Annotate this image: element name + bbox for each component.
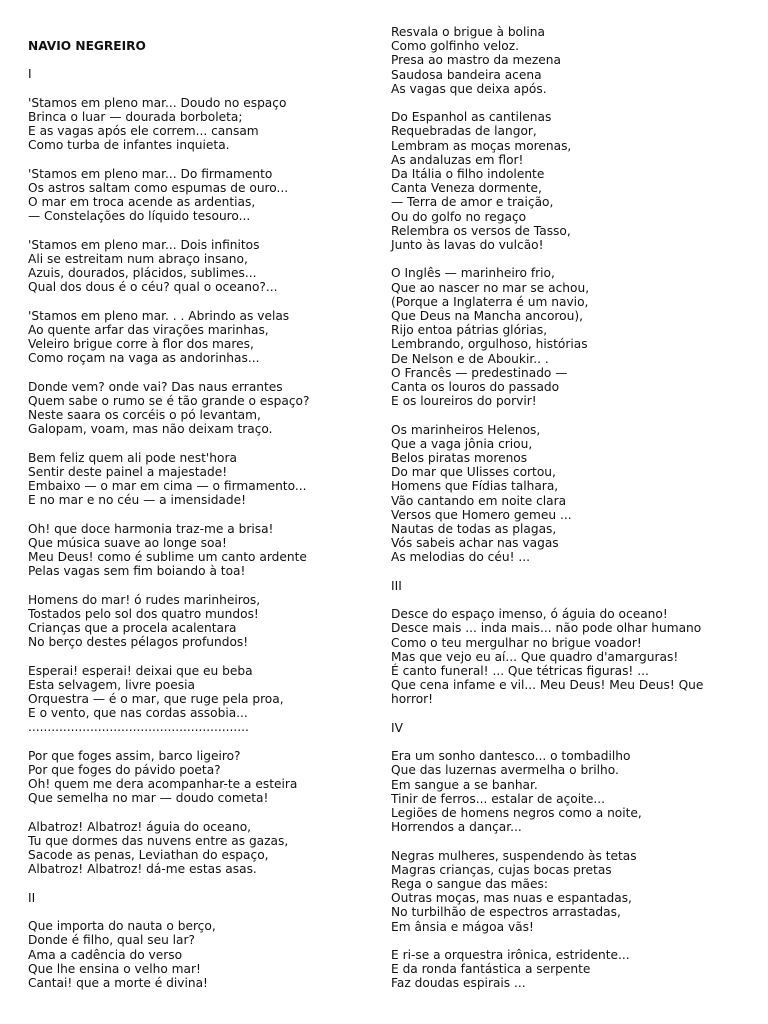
verse-line: 'Stamos em pleno mar... Dois infinitos	[28, 237, 260, 252]
section-numeral: III	[391, 578, 402, 593]
verse-line: Do Espanhol as cantilenas	[391, 110, 552, 125]
verse-line: Mas que vejo eu aí... Que quadro d'amarguras!	[391, 649, 679, 664]
verse-line: 'Stamos em pleno mar... Doudo no espaço	[28, 95, 287, 110]
verse-line: Donde é filho, qual seu lar?	[28, 933, 196, 948]
verse-line: Que Deus na Mancha ancorou),	[391, 309, 583, 324]
verse-line: Que música suave ao longe soa!	[28, 535, 227, 550]
verse-line: Legiões de homens negros como a noite,	[391, 806, 642, 821]
verse-line: Lembram as moças morenas,	[391, 138, 572, 153]
verse-line: Negras mulheres, suspendendo às tetas	[391, 848, 637, 863]
verse-line: Pelas vagas sem fim boiando à toa!	[28, 564, 246, 579]
stanza	[28, 380, 373, 437]
section-numeral: II	[28, 890, 36, 905]
verse-line: Resvala o brigue à bolina	[391, 25, 545, 39]
left-column-body	[28, 67, 373, 990]
verse-line: Por que foges do pávido poeta?	[28, 763, 221, 777]
verse-line: Lembrando, orgulhoso, histórias	[391, 337, 588, 352]
verse-line: Orquestra — é o mar, que ruge pela proa,	[28, 692, 284, 706]
verse-line: Desce do espaço imenso, ó águia do oceano!	[391, 607, 668, 622]
stanza	[391, 948, 741, 991]
verse-line: Canta Veneza dormente,	[391, 181, 542, 196]
verse-line: Que lhe ensina o velho mar!	[28, 961, 201, 976]
verse-line: Como golfinho veloz.	[391, 39, 520, 54]
stanza	[391, 607, 741, 706]
verse-line: Embaixo — o mar em cima — o firmamento...	[28, 479, 307, 493]
verse-line: Faz doudas espirais ...	[391, 976, 526, 991]
stanza	[28, 451, 373, 508]
verse-line: As melodias do céu! ...	[391, 550, 530, 565]
stanza	[391, 266, 741, 408]
verse-line: Magras crianças, cujas bocas pretas	[391, 862, 612, 877]
verse-line: É canto funeral! ... Que tétricas figuras! ...	[391, 664, 649, 679]
verse-line: Como turba de infantes inquieta.	[28, 138, 230, 153]
verse-line: Que das luzernas avermelha o brilho.	[391, 763, 619, 778]
verse-line: Vós sabeis achar nas vagas	[391, 536, 559, 551]
section-numeral: IV	[391, 720, 403, 735]
verse-line: Ali se estreitam num abraço insano,	[28, 251, 248, 266]
verse-line: Por que foges assim, barco ligeiro?	[28, 748, 241, 763]
stanza	[391, 423, 741, 565]
verse-line: Esperai! esperai! deixai que eu beba	[28, 663, 253, 678]
verse-line: Desce mais ... inda mais... não pode olhar humano	[391, 621, 702, 636]
verse-line: Neste saara os corcéis o pó levantam,	[28, 408, 261, 422]
verse-line: Oh! quem me dera acompanhar-te a esteira	[28, 777, 298, 792]
poem-title: NAVIO NEGREIRO	[28, 39, 146, 53]
verse-line: Que a vaga jônia criou,	[391, 436, 533, 451]
verse-line: Os marinheiros Helenos,	[391, 422, 541, 437]
verse-line: 'Stamos em pleno mar. . . Abrindo as velas	[28, 308, 290, 323]
verse-line: Presa ao mastro da mezena	[391, 53, 561, 68]
stanza	[391, 749, 741, 834]
verse-line: Tostados pelo sol dos quatro mundos!	[28, 606, 259, 621]
stanza	[391, 110, 741, 252]
verse-line: Que importa do nauta o berço,	[28, 919, 216, 934]
verse-line: E o vento, que nas cordas assobia...	[28, 706, 248, 721]
verse-line: Era um sonho dantesco... o tombadilho	[391, 749, 631, 764]
verse-line: Oh! que doce harmonia traz-me a brisa!	[28, 521, 274, 536]
verse-line: Azuis, dourados, plácidos, sublimes...	[28, 266, 257, 280]
verse-line: Homens do mar! ó rudes marinheiros,	[28, 592, 261, 607]
verse-line: Albatroz! Albatroz! dá-me estas asas.	[28, 862, 257, 877]
verse-line: Qual dos dous é o céu? qual o oceano?...	[28, 280, 278, 295]
verse-line: Outras moças, mas nuas e espantadas,	[391, 891, 632, 906]
verse-line: Canta os louros do passado	[391, 380, 560, 395]
verse-line: Vão cantando em noite clara	[391, 493, 567, 508]
verse-line: Ama a cadência do verso	[28, 947, 183, 962]
verse-line: Versos que Homero gemeu ...	[391, 507, 572, 522]
verse-line: Meu Deus! como é sublime um canto ardente	[28, 550, 307, 564]
verse-line: 'Stamos em pleno mar... Do firmamento	[28, 166, 273, 181]
verse-line: O Francês — predestinado —	[391, 365, 568, 380]
verse-line: Bem feliz quem ali pode nest'hora	[28, 450, 237, 465]
verse-line: Rega o sangue das mães:	[391, 877, 548, 892]
stanza	[28, 238, 373, 295]
verse-line: Requebradas de langor,	[391, 124, 537, 139]
verse-line: Como o teu mergulhar no brigue voador!	[391, 635, 642, 650]
verse-line: As vagas que deixa após.	[391, 81, 547, 96]
verse-line: Sentir deste painel a majestade!	[28, 464, 228, 479]
verse-line: Sacode as penas, Leviathan do espaço,	[28, 848, 269, 863]
left-column	[28, 25, 373, 1004]
stanza	[28, 522, 373, 579]
verse-line: Esta selvagem, livre poesia	[28, 677, 195, 692]
verse-line: O Inglês — marinheiro frio,	[391, 266, 555, 281]
stanza	[28, 820, 373, 877]
verse-line: As andaluzas em flor!	[391, 152, 524, 167]
verse-line: Junto às lavas do vulcão!	[391, 238, 544, 253]
verse-line: Como roçam na vaga as andorinhas...	[28, 351, 260, 366]
verse-line: Ao quente arfar das virações marinhas,	[28, 322, 269, 337]
verse-line: Donde vem? onde vai? Das naus errantes	[28, 379, 283, 394]
verse-line: E as vagas após ele correm... cansam	[28, 124, 259, 138]
verse-line: Veleiro brigue corre à flor dos mares,	[28, 337, 254, 351]
right-column	[391, 25, 741, 1005]
verse-line: Albatroz! Albatroz! águia do oceano,	[28, 819, 252, 834]
stanza	[28, 919, 373, 990]
verse-line: Em sangue a se banhar.	[391, 777, 538, 792]
section-numeral: I	[28, 67, 32, 82]
verse-line: Ou do golfo no regaço	[391, 209, 527, 224]
verse-line: (Porque a Inglaterra é um navio,	[391, 294, 589, 309]
verse-line: Homens que Fídias talhara,	[391, 479, 559, 494]
stanza	[28, 167, 373, 224]
verse-line: Tinir de ferros... estalar de açoite...	[391, 791, 606, 806]
verse-line: E os loureiros do porvir!	[391, 394, 537, 409]
verse-line: Horrendos a dançar...	[391, 820, 522, 835]
stanza	[28, 749, 373, 806]
stanza	[28, 309, 373, 366]
verse-line: Que ao nascer no mar se achou,	[391, 280, 590, 295]
verse-line: Que cena infame e vil... Meu Deus! Meu Deus! Que	[391, 678, 704, 693]
verse-line: No turbilhão de espectros arrastadas,	[391, 905, 621, 920]
verse-line: horror!	[391, 692, 434, 707]
verse-line: Belos piratas morenos	[391, 451, 528, 466]
verse-line: Da Itália o filho indolente	[391, 167, 545, 182]
verse-line: Cantai! que a morte é divina!	[28, 976, 208, 990]
verse-line: — Constelações do líquido tesouro...	[28, 209, 251, 224]
verse-line: Os astros saltam como espumas de ouro...	[28, 180, 289, 195]
verse-line: Galopam, voam, mas não deixam traço.	[28, 422, 273, 437]
verse-line: .........................................................	[28, 720, 249, 735]
verse-line: Que semelha no mar — doudo cometa!	[28, 791, 269, 806]
verse-line: E da ronda fantástica a serpente	[391, 962, 591, 977]
verse-line: Crianças que a procela acalentara	[28, 621, 237, 635]
verse-line: Rijo entoa pátrias glórias,	[391, 323, 548, 338]
right-column-body	[391, 25, 741, 991]
stanza	[28, 96, 373, 153]
verse-line: Em ânsia e mágoa vãs!	[391, 919, 534, 934]
verse-line: De Nelson e de Aboukir.. .	[391, 351, 549, 366]
verse-line: Nautas de todas as plagas,	[391, 522, 557, 537]
verse-line: O mar em troca acende as ardentias,	[28, 195, 256, 209]
verse-line: E ri-se a orquestra irônica, estridente...	[391, 948, 630, 963]
verse-line: Saudosa bandeira acena	[391, 67, 542, 82]
stanza	[28, 593, 373, 650]
stanza	[391, 849, 741, 934]
stanza	[28, 664, 373, 735]
verse-line: No berço destes pélagos profundos!	[28, 635, 249, 650]
verse-line: E no mar e no céu — a imensidade!	[28, 493, 247, 508]
verse-line: — Terra de amor e traição,	[391, 195, 554, 210]
verse-line: Quem sabe o rumo se é tão grande o espaço?	[28, 393, 310, 408]
verse-line: Do mar que Ulisses cortou,	[391, 465, 556, 480]
stanza	[391, 25, 741, 96]
verse-line: Brinca o luar — dourada borboleta;	[28, 109, 243, 124]
verse-line: Tu que dormes das nuvens entre as gazas,	[28, 834, 289, 848]
verse-line: Relembra os versos de Tasso,	[391, 223, 571, 238]
